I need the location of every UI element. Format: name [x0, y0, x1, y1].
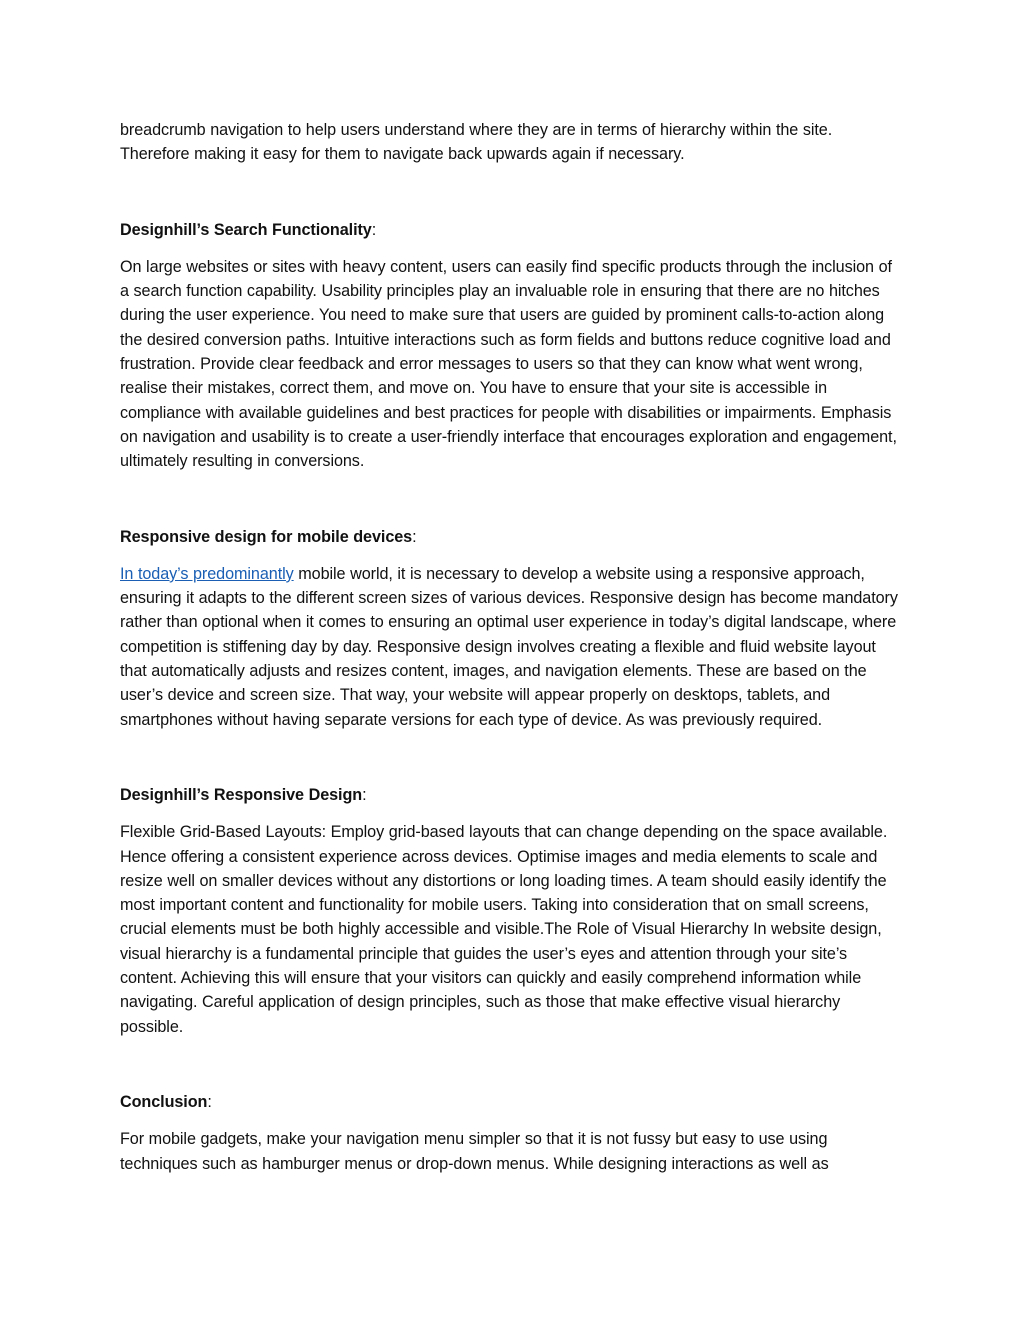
section-paragraph: For mobile gadgets, make your navigation menu simpler so that it is not fussy but easy to use using techniques such as hamburger menus or drop-down menus. While designing interactions as well as: [120, 1130, 829, 1173]
heading-colon: :: [412, 527, 417, 546]
intro-paragraph: breadcrumb navigation to help users understand where they are in terms of hierarchy within the site. Therefore making it easy for them to navigate back upwards again if necessary.: [120, 121, 833, 164]
section-heading: [120, 525, 904, 549]
document-body: [120, 118, 904, 1176]
heading-text: Conclusion: [120, 1092, 208, 1111]
section-paragraph: On large websites or sites with heavy content, users can easily find specific products through the inclusion of a search function capability. Usability principles play an invaluable role in ensuring that there are no hitches during the user experience. You need to make sure that users are guided by prominent calls-to-action along the desired conversion paths. Intuitive interactions such as form fields and buttons reduce cognitive load and frustration. Provide clear feedback and error messages to users so that they can know what went wrong, realise their mistakes, correct them, and move on. You have to ensure that your site is accessible in compliance with available guidelines and best practices for people with disabilities or impairments. Emphasis on navigation and usability is to create a user-friendly interface that encourages exploration and engagement, ultimately resulting in conversions.: [120, 257, 897, 471]
predominantly-link[interactable]: In today’s predominantly: [120, 564, 294, 583]
heading-text: Designhill’s Responsive Design: [120, 785, 363, 804]
section-heading: [120, 218, 904, 242]
heading-text: Designhill’s Search Functionality: [120, 220, 372, 239]
section-heading: [120, 1090, 904, 1114]
paragraph-text: mobile world, it is necessary to develop a website using a responsive approach, ensuring it adapts to the different screen sizes of various devices. Responsive design has become mandatory rather than optional when it comes to ensuring an optimal user experience in today’s digital landscape, where competition is stiffening day by day. Responsive design involves creating a flexible and fluid website layout that automatically adjusts and resizes content, images, and navigation elements. These are based on the user’s device and screen size. That way, your website will appear properly on desktops, tablets, and smartphones without having separate versions for each type of device. As was previously required.: [120, 564, 898, 729]
section-heading: [120, 783, 904, 807]
section-responsive-mobile: [120, 525, 904, 732]
section-responsive-design: [120, 783, 904, 1039]
section-conclusion: [120, 1090, 904, 1176]
heading-colon: :: [371, 220, 377, 239]
section-paragraph: Flexible Grid-Based Layouts: Employ grid-based layouts that can change depending on the space available. Hence offering a consistent experience across devices. Optimise images and media elements to scale and resize well on smaller devices without any distortions or long loading times. A team should easily identify the most important content and functionality for mobile users. Taking into consideration that on small screens, crucial elements must be both highly accessible and visible.The Role of Visual Hierarchy In website design, visual hierarchy is a fundamental principle that guides the user’s eyes and attention through your site’s content. Achieving this will ensure that your visitors can quickly and easily comprehend information while navigating. Careful application of design principles, such as those that make effective visual hierarchy possible.: [120, 823, 888, 1036]
heading-text: Responsive design for mobile devices: [120, 527, 413, 546]
section-paragraph: [120, 562, 904, 732]
heading-colon: :: [207, 1092, 212, 1111]
heading-colon: :: [362, 785, 367, 804]
section-search-functionality: [120, 218, 904, 474]
